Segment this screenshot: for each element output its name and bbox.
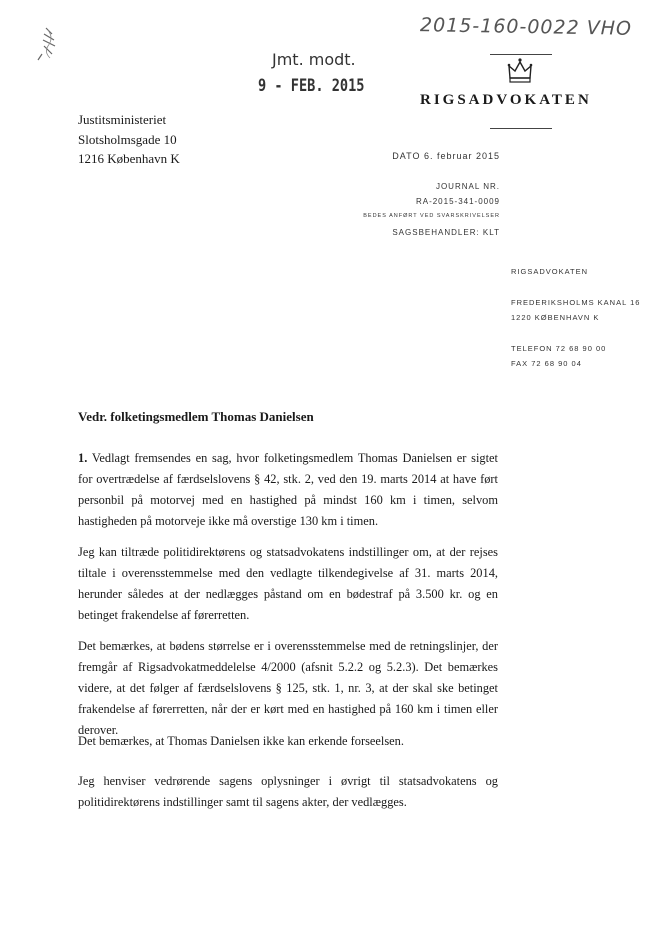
body-paragraph (78, 448, 498, 532)
body-paragraph (78, 542, 498, 626)
reply-note: BEDES ANFØRT VED SVARSKRIVELSER (363, 213, 500, 219)
letter-subject: Vedr. folketingsmedlem Thomas Danielsen (78, 409, 314, 424)
sender-city: 1220 KØBENHAVN K (511, 313, 600, 322)
recipient-city: 1216 København K (78, 151, 180, 166)
letter-date: DATO 6. februar 2015 (392, 151, 500, 161)
sender-name: RIGSADVOKATEN (511, 267, 589, 276)
sender-fax: FAX 72 68 90 04 (511, 359, 582, 368)
sender-phone: TELEFON 72 68 90 00 (511, 344, 607, 353)
recipient-name: Justitsministeriet (78, 112, 167, 127)
case-officer: SAGSBEHANDLER: KLT (392, 228, 500, 237)
sender-street: FREDERIKSHOLMS KANAL 16 (511, 298, 641, 307)
paragraph-number: 1. (78, 451, 88, 465)
paragraph-text: Vedlagt fremsendes en sag, hvor folketingsmedlem Thomas Danielsen er sigtet for overtrædelse af færdselslovens § 42, stk. 2, ved den 19. marts 2014 at have ført personbil på motorvej med en hastighed på mindst 160 km i timen, selvom hastigheden på motorveje ikke må overstige 130 km i timen. (78, 451, 499, 528)
divider (490, 54, 552, 55)
body-paragraph (78, 771, 498, 813)
paragraph-text: Jeg kan tiltræde politidirektørens og statsadvokatens indstillinger om, at der rejses tiltale i overensstemmelse med den vedlagte tilkendegivelse af 31. marts 2014, herunder således at der nedlægges påstand om en bødestraf på 3.500 kr. og en betinget frakendelse af førerretten. (78, 545, 498, 622)
paragraph-text: Det bemærkes, at Thomas Danielsen ikke kan erkende forseelsen. (78, 734, 404, 748)
journal-number: RA-2015-341-0009 (415, 197, 500, 206)
body-paragraph (78, 731, 498, 752)
margin-scribble (34, 24, 64, 64)
handwritten-file-reference: 2015-160-0022 VHO (419, 14, 633, 40)
body-paragraph (78, 636, 498, 741)
paragraph-text: Jeg henviser vedrørende sagens oplysninger i øvrigt til statsadvokatens og politidirektørens indstillinger samt til sagens akter, der vedlægges. (78, 774, 498, 809)
received-stamp-label: Jmt. modt. (272, 50, 356, 69)
received-stamp-date: 9 - FEB. 2015 (258, 76, 365, 96)
crown-crest-icon (505, 56, 535, 86)
divider (490, 128, 552, 129)
recipient-street: Slotsholmsgade 10 (78, 132, 177, 147)
journal-label: JOURNAL NR. (435, 182, 500, 191)
paragraph-text: Det bemærkes, at bødens størrelse er i overensstemmelse med de retningslinjer, der fremgår af Rigsadvokatmeddelelse 4/2000 (afsnit 5.2.2 og 5.2.3). Det bemærkes videre, at det følger af færdselslovens § 125, stk. 1, nr. 3, at der skal ske betinget frakendelse af førerretten, når der er kørt med en hastighed på 160 km i timen eller derover. (78, 639, 498, 737)
agency-title: RIGSADVOKATEN (420, 92, 592, 108)
